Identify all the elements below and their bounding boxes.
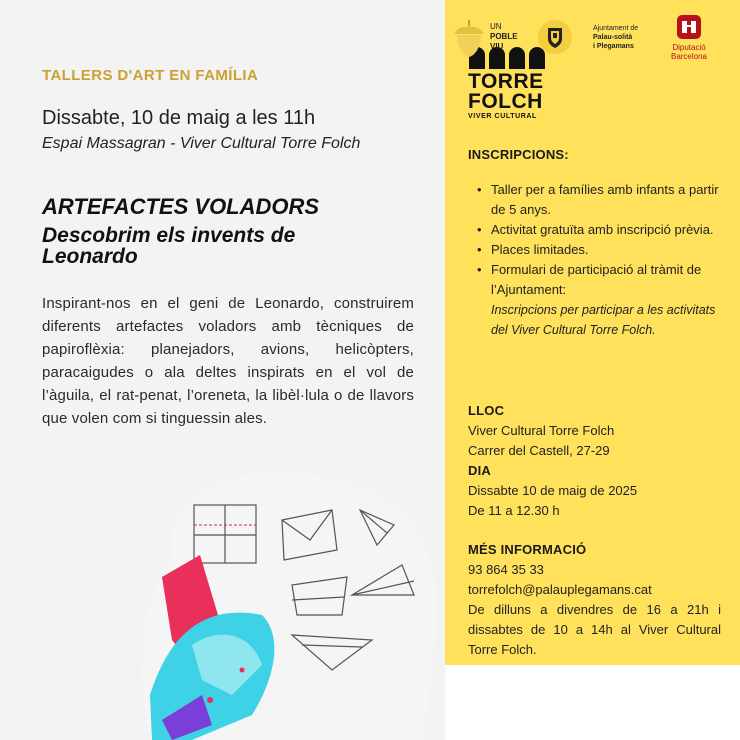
logo-word-folch: FOLCH xyxy=(468,90,543,113)
origami-photo xyxy=(132,465,442,740)
dia-line-2: De 11 a 12.30 h xyxy=(468,503,560,518)
lloc-line-1: Viver Cultural Torre Folch xyxy=(468,423,615,438)
diputacio-logo xyxy=(664,0,734,75)
info-hours: De dilluns a divendres de 16 a 21h i dissabtes de 10 a 14h al Viver Cultural Torre Folch. xyxy=(468,602,721,657)
info-phone[interactable]: 93 864 35 33 xyxy=(468,562,544,577)
list-item: • Places limitades. xyxy=(474,240,724,260)
registration-link[interactable]: Inscripcions per participar a les activitats del Viver Cultural Torre Folch. xyxy=(491,303,716,337)
event-datetime: Dissabte, 10 de maig a les 11h xyxy=(42,107,316,129)
lloc-heading: LLOC xyxy=(468,403,505,418)
ajuntament-name-1: Palau-solità xyxy=(593,34,633,41)
list-item: • Taller per a famílies amb infants a partir de 5 anys. xyxy=(474,180,724,220)
logo-tagline: VIVER CULTURAL xyxy=(468,113,537,120)
acorn-icon xyxy=(452,18,486,58)
un-poble-viu-logo xyxy=(452,0,532,75)
upv-word-2: POBLE xyxy=(490,32,518,41)
ajuntament-name-2: i Plegamans xyxy=(593,43,634,50)
dia-line-1: Dissabte 10 de maig de 2025 xyxy=(468,483,638,498)
info-heading: MÉS INFORMACIÓ xyxy=(468,542,587,557)
diputacio-word-1: Diputació xyxy=(672,43,706,52)
event-title: ARTEFACTES VOLADORS xyxy=(42,194,320,219)
event-venue: Espai Massagran - Viver Cultural Torre Folch xyxy=(42,135,361,152)
event-subtitle: Descobrim els invents de Leonardo xyxy=(42,224,296,268)
info-email[interactable]: torrefolch@palauplegamans.cat xyxy=(468,582,652,597)
inscripcions-list xyxy=(474,180,724,340)
list-item: • Activitat gratuïta amb inscripció prèvia. xyxy=(474,220,724,240)
lloc-line-2: Carrer del Castell, 27-29 xyxy=(468,443,610,458)
list-item: • Formulari de participació al tràmit de l’Ajuntament: Inscripcions per participar a les activitats del Viver Cultural Torre Folch. xyxy=(474,260,724,340)
upv-word-3: VIU xyxy=(490,42,504,51)
logo-word-torre: TORRE xyxy=(468,70,544,93)
dia-heading: DIA xyxy=(468,463,491,478)
sponsor-footer xyxy=(445,665,740,740)
inscripcions-heading: INSCRIPCIONS: xyxy=(468,147,569,162)
ajuntament-logo xyxy=(537,0,647,75)
upv-word-1: UN xyxy=(490,22,502,31)
ajuntament-prefix: Ajuntament de xyxy=(593,25,639,32)
municipal-crest-icon xyxy=(537,19,573,55)
diputacio-word-2: Barcelona xyxy=(670,52,708,61)
event-description: Inspirant-nos en el geni de Leonardo, construirem diferents artefactes voladors amb tècniques de papiroflèxia: planejadors, avions, helicòpters, paracaigudes o ala deltes inspirats en el vol de l’àguila, el rat-penat, l’oreneta, la libèl·lula o de llavors que volen com si tinguessin ales. xyxy=(42,295,414,427)
event-series-label: TALLERS D'ART EN FAMÍLIA xyxy=(42,67,259,84)
diputacio-crest-icon xyxy=(676,14,702,40)
